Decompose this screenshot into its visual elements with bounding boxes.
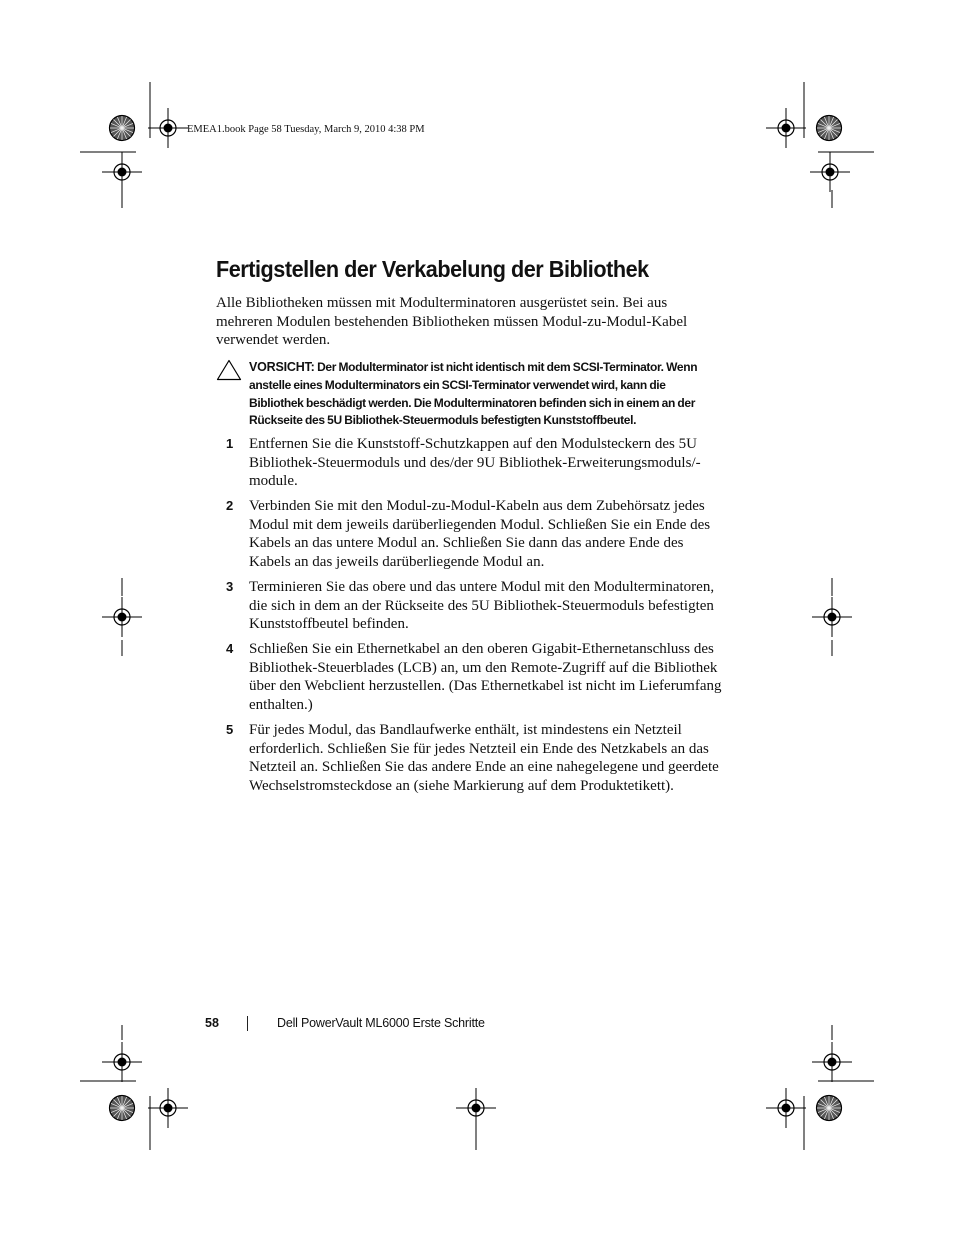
registration-target-bottom-left-b — [148, 1088, 188, 1128]
caution-label: VORSICHT: — [249, 360, 315, 374]
step-number: 3 — [226, 579, 234, 594]
registration-target-middle-right — [812, 597, 852, 637]
book-file-info: EMEA1.book Page 58 Tuesday, March 9, 2010 4:38 PM — [187, 124, 425, 135]
step-text: Schließen Sie ein Ethernetkabel an den oberen Gigabit-Ethernetanschluss des Bibliothek-Steuerblades (LCB) an, um den Remote-Zugriff auf die Bibliothek über den Webclient herzustellen. (Das Ethernetkabel ist nicht im Lieferumfang enthalten.) — [249, 641, 722, 713]
registration-target-top-left-b — [102, 152, 142, 192]
crop-mark-bottom-right — [804, 1025, 874, 1150]
intro-paragraph: Alle Bibliotheken müssen mit Modulterminatoren ausgerüstet sein. Bei aus mehreren Modulen bestehenden Bibliotheken müssen Modul-zu-Modul-Kabel verwendet werden. — [216, 295, 688, 348]
step-number: 4 — [226, 641, 234, 656]
registration-target-top-left-a — [148, 108, 188, 148]
caution-triangle-icon — [216, 359, 242, 381]
crop-mark-top-right — [804, 82, 874, 208]
step-text: Verbinden Sie mit den Modul-zu-Modul-Kabeln aus dem Zubehörsatz jedes Modul mit dem jeweils darüberliegenden Modul. Schließen Sie ein Ende des Kabels an das untere Modul an. Schließen Sie dann das andere Ende des Kabels an das jeweils darüberliegende Modul an. — [249, 498, 711, 570]
footer-book-title: Dell PowerVault ML6000 Erste Schritte — [277, 1016, 485, 1030]
step-text: Für jedes Modul, das Bandlaufwerke enthält, ist mindestens ein Netzteil erforderlich. Schließen Sie für jedes Netzteil ein Ende des Netzkabels an das Netzteil an. Schließen Sie das andere Ende an eine nahegelegene und geerdete Wechselstromsteckdose an (siehe Markierung auf dem Produktetikett). — [249, 722, 719, 794]
registration-star-top-right — [817, 116, 842, 141]
step-text: Terminieren Sie das obere und das untere Modul mit den Modulterminatoren, die sich in dem an der Rückseite des 5U Bibliothek-Steuermoduls befestigten Kunststoffbeutel befinden. — [249, 579, 715, 633]
step-text: Entfernen Sie die Kunststoff-Schutzkappen auf den Modulsteckern des 5U Bibliothek-Steuermoduls und des/der 9U Bibliothek-Erweiterungsmoduls/-module. — [249, 436, 701, 490]
crop-mark-top-left — [80, 82, 150, 208]
registration-star-bottom-left — [110, 1096, 135, 1121]
registration-target-bottom-right-b — [766, 1088, 806, 1128]
crop-mark-bottom-left — [80, 1025, 150, 1150]
caution-text: Der Modulterminator ist nicht identisch mit dem SCSI-Terminator. Wenn anstelle eines Modulterminators ein SCSI-Terminator verwendet wird, kann die Bibliothek beschädigt werden. Die Modulterminatoren befinden sich in einem an der Rückseite des 5U Bibliothek-Steuermoduls befestigten Kunststoffbeutel. — [249, 360, 698, 428]
step-number: 5 — [226, 722, 234, 737]
step-number: 2 — [226, 498, 234, 513]
registration-target-bottom-left-a — [102, 1042, 142, 1082]
page-number: 58 — [205, 1016, 219, 1030]
registration-star-bottom-right — [817, 1096, 842, 1121]
registration-target-top-right-a — [766, 108, 806, 148]
step-number: 1 — [226, 436, 234, 451]
caution-note — [249, 359, 719, 430]
registration-star-top-left — [110, 116, 135, 141]
registration-target-bottom-right-a — [812, 1042, 852, 1082]
footer-divider — [247, 1016, 248, 1031]
registration-target-bottom-center — [456, 1088, 496, 1128]
registration-target-top-right-b — [810, 152, 850, 192]
page-title: Fertigstellen der Verkabelung der Bibliothek — [216, 256, 649, 282]
registration-target-middle-left — [102, 597, 142, 637]
